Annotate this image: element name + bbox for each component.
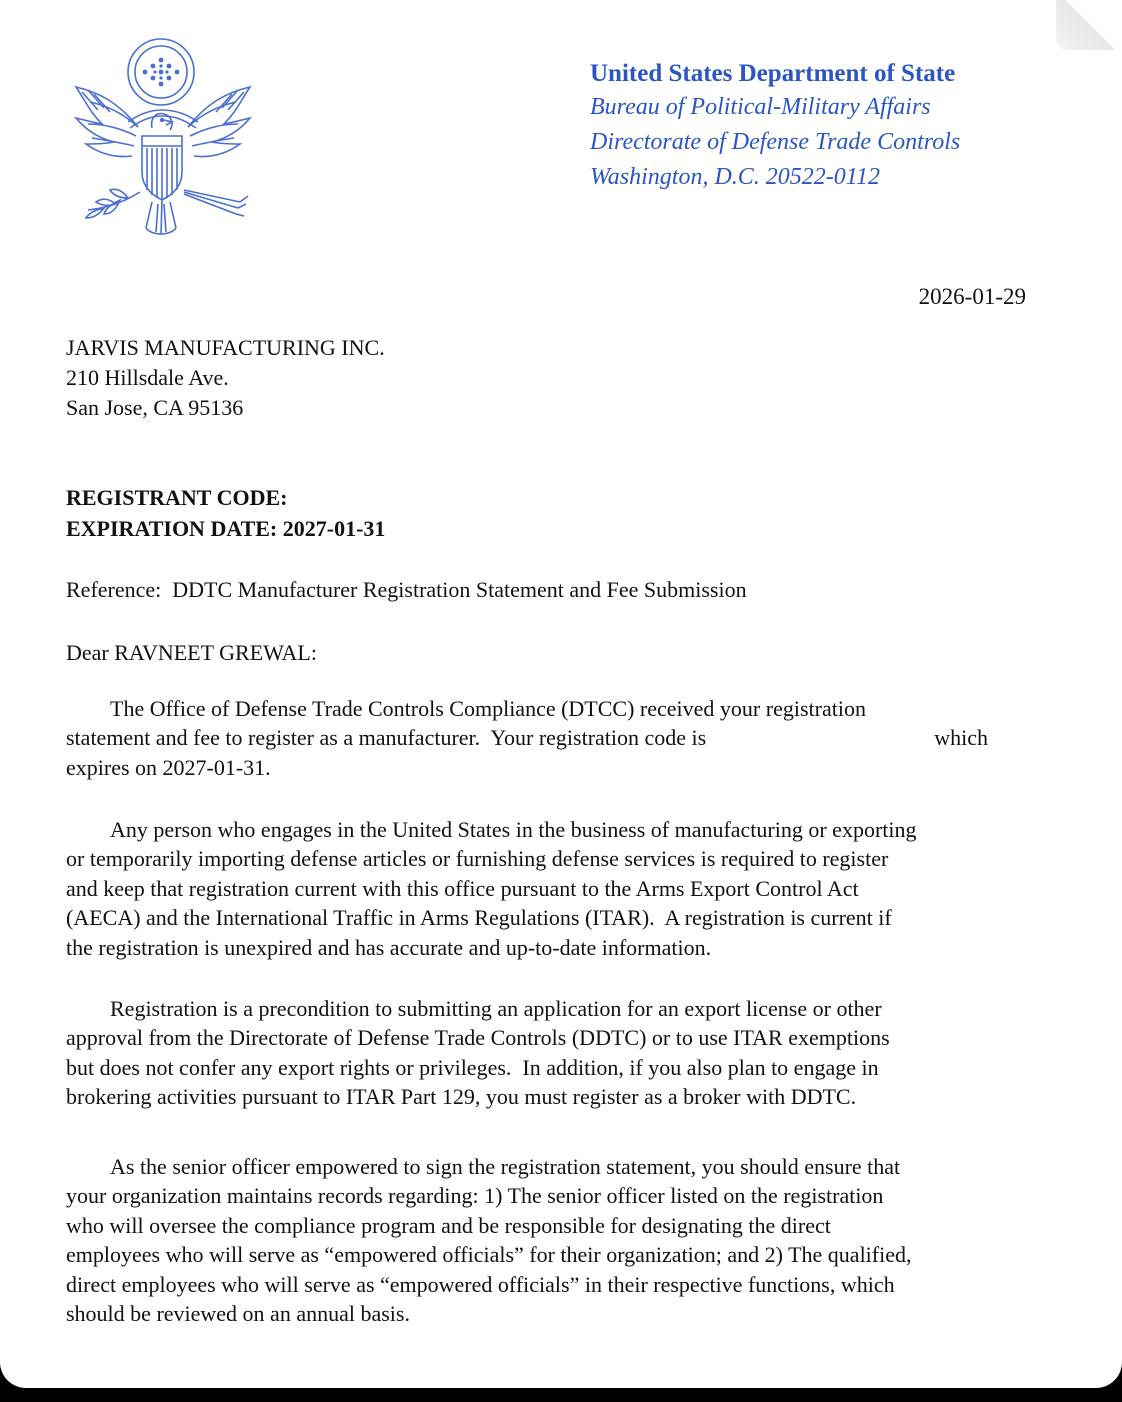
paragraph-line [66, 723, 988, 752]
paragraph-line: As the senior officer empowered to sign the registration statement, you should ensure that [110, 1154, 901, 1179]
paragraph-line: expires on 2027-01-31. [66, 754, 271, 780]
paragraph-3 [66, 994, 1026, 1112]
registration-codes [66, 482, 385, 544]
paragraph-line: Registration is a precondition to submitting an application for an export license or other [110, 996, 882, 1021]
salutation: Dear RAVNEET GREWAL: [66, 640, 317, 665]
bureau-name: Bureau of Political-Military Affairs [590, 94, 931, 120]
paragraph-line: but does not confer any export rights or privileges. In addition, if you also plan to engage in [66, 1054, 879, 1080]
paragraph-line: or temporarily importing defense articles or furnishing defense services is required to register [66, 846, 889, 872]
paragraph-line: your organization maintains records regarding: 1) The senior officer listed on the registration [66, 1183, 884, 1209]
paragraph-line: Any person who engages in the United States in the business of manufacturing or exporting [110, 817, 917, 842]
paragraph-line: (AECA) and the International Traffic in Arms Regulations (ITAR). A registration is current if [66, 905, 892, 931]
great-seal-icon [58, 32, 268, 247]
paragraph-line: should be reviewed on an annual basis. [66, 1301, 410, 1327]
registrant-code-label: REGISTRANT CODE: [66, 485, 288, 510]
paragraph-line: brokering activities pursuant to ITAR Part 129, you must register as a broker with DDTC. [66, 1084, 857, 1110]
paragraph-line-part: statement and fee to register as a manufacturer. Your registration code is [66, 725, 707, 751]
paragraph-line: who will oversee the compliance program and be responsible for designating the direct [66, 1212, 831, 1238]
paragraph-1 [66, 694, 1026, 782]
recipient-address [66, 333, 385, 423]
recipient-city: San Jose, CA 95136 [66, 395, 244, 420]
recipient-street: 210 Hillsdale Ave. [66, 365, 229, 390]
paragraph-line: employees who will serve as “empowered officials” for their organization; and 2) The qualified, [66, 1242, 912, 1268]
paragraph-line: approval from the Directorate of Defense Trade Controls (DDTC) or to use ITAR exemptions [66, 1025, 890, 1051]
directorate-name: Directorate of Defense Trade Controls [590, 129, 961, 155]
paragraph-line: the registration is unexpired and has accurate and up-to-date information. [66, 934, 712, 960]
page-corner-fold [1056, 0, 1122, 50]
paragraph-line: and keep that registration current with this office pursuant to the Arms Export Control Act [66, 875, 859, 901]
paragraph-line-part: which [934, 725, 988, 751]
department-name: United States Department of State [590, 60, 956, 87]
paragraph-line: direct employees who will serve as “empowered officials” in their respective functions, which [66, 1271, 895, 1297]
reference-line: Reference: DDTC Manufacturer Registration Statement and Fee Submission [66, 577, 747, 602]
office-address: Washington, D.C. 20522-0112 [590, 164, 881, 190]
recipient-company: JARVIS MANUFACTURING INC. [66, 335, 385, 360]
letter-date: 2026-01-29 [918, 284, 1026, 309]
expiration-date: EXPIRATION DATE: 2027-01-31 [66, 516, 386, 541]
paragraph-line: The Office of Defense Trade Controls Compliance (DTCC) received your registration [110, 696, 866, 721]
paragraph-4 [66, 1152, 1026, 1328]
paragraph-2 [66, 815, 1026, 962]
letterhead [590, 58, 1070, 195]
